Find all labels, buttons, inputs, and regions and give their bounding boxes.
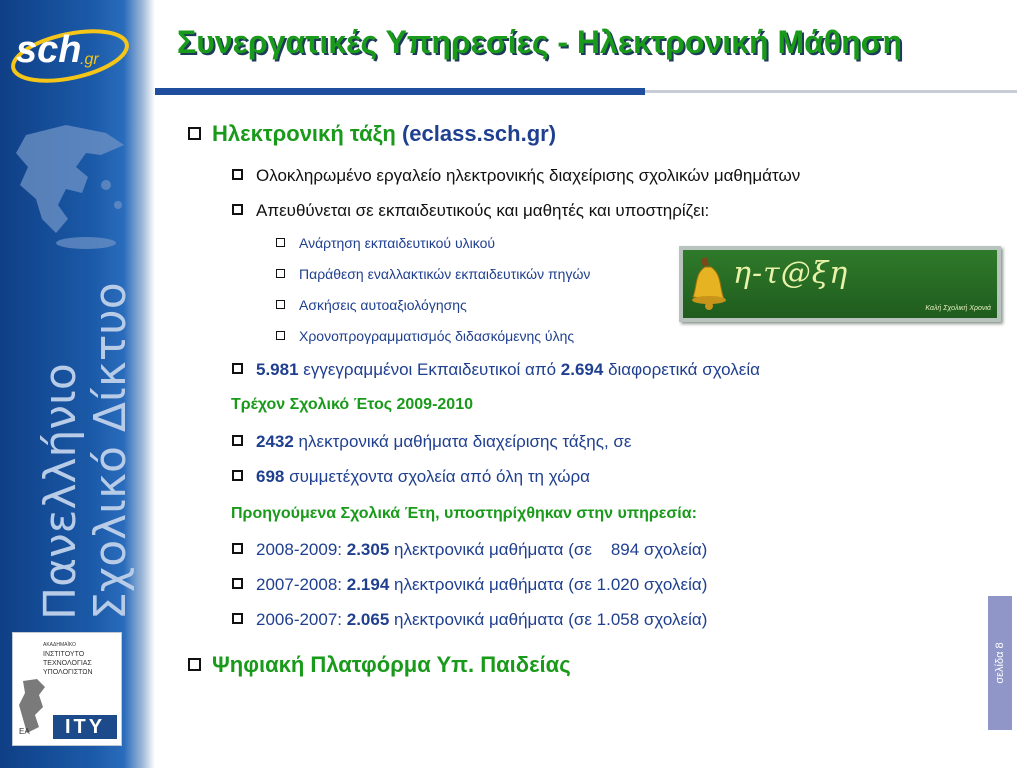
list-item-number: 698 [256, 467, 285, 486]
sub-list-item [276, 297, 467, 313]
square-bullet-icon [232, 543, 243, 554]
square-bullet-icon [276, 238, 285, 247]
square-bullet-icon [232, 435, 243, 446]
digital-platform-label: Ψηφιακή Πλατφόρμα Υπ. Παιδείας [212, 652, 571, 677]
list-item-number: 2.305 [346, 540, 390, 559]
list-item [232, 201, 709, 221]
sidebar [0, 0, 155, 768]
list-item [232, 467, 590, 487]
list-item-text: Ολοκληρωμένο εργαλείο ηλεκτρονικής διαχείρισης σχολικών μαθημάτων [256, 166, 801, 185]
square-bullet-icon [232, 578, 243, 589]
list-item-text: ηλεκτρονικά μαθήματα (σε 894 σχολεία) [389, 540, 708, 559]
list-item-text: ηλεκτρονικά μαθήματα διαχείρισης τάξης, σε [293, 432, 632, 451]
bell-icon [691, 253, 733, 315]
square-bullet-icon [276, 269, 285, 278]
ity-acronym: ΙΤΥ [53, 715, 117, 739]
page-number: σελίδα 8 [994, 642, 1006, 684]
teachers-count: 5.981 [256, 360, 299, 379]
list-item [232, 575, 707, 595]
teachers-text-2: διαφορετικά σχολεία [603, 360, 760, 379]
square-bullet-icon [232, 204, 243, 215]
schools-count: 2.694 [560, 360, 604, 379]
previous-years-heading: Προηγούμενα Σχολικά Έτη, υποστηρίχθηκαν στην υπηρεσία: [231, 505, 697, 522]
list-item [232, 432, 631, 452]
ity-institute-name [43, 641, 119, 677]
greece-map-icon [6, 115, 136, 255]
list-item [232, 166, 800, 186]
square-bullet-icon [232, 613, 243, 624]
banner-caption: Καλή Σχολική Χρονιά [925, 305, 991, 312]
sub-list-item [276, 266, 590, 282]
current-year-heading: Τρέχον Σχολικό Έτος 2009-2010 [231, 396, 473, 413]
list-item-teachers [232, 360, 760, 380]
list-item-text: Απευθύνεται σε εκπαιδευτικούς και μαθητές και υποστηρίζει: [256, 201, 710, 220]
sidebar-line-2: Σχολικό Δίκτυο [85, 282, 136, 620]
ity-line-0: ΑΚΑΔΗΜΑΪΚΟ [43, 642, 76, 648]
square-bullet-icon [188, 658, 201, 671]
list-item [232, 540, 707, 560]
sub-list-item-text: Παράθεση εναλλακτικών εκπαιδευτικών πηγών [299, 266, 591, 282]
e-taxi-banner [679, 246, 1001, 322]
list-item-number: 2.065 [346, 610, 390, 629]
sub-list-item [276, 235, 495, 251]
list-item-text: συμμετέχοντα σχολεία από όλη τη χώρα [284, 467, 590, 486]
list-item-year: 2006-2007: [256, 610, 347, 629]
square-bullet-icon [276, 300, 285, 309]
square-bullet-icon [232, 169, 243, 180]
square-bullet-icon [232, 470, 243, 481]
sub-list-item-text: Ανάρτηση εκπαιδευτικού υλικού [299, 235, 496, 251]
list-item-text: ηλεκτρονικά μαθήματα (σε 1.058 σχολεία) [389, 610, 708, 629]
sidebar-vertical-title [35, 282, 136, 620]
teachers-text-1: εγγεγραμμένοι Εκπαιδευτικοί από [298, 360, 561, 379]
banner-board [683, 250, 997, 318]
sub-list-item-text: Ασκήσεις αυτοαξιολόγησης [299, 297, 467, 313]
ity-logo [12, 632, 122, 746]
logo-text: sch [16, 29, 82, 71]
ity-line-1: ΙΝΣΤΙΤΟΥΤΟ [43, 651, 85, 658]
square-bullet-icon [276, 331, 285, 340]
sch-logo [8, 18, 133, 88]
sub-list-item-text: Χρονοπρογραμματισμός διδασκόμενης ύλης [299, 328, 575, 344]
list-item [232, 610, 707, 630]
page-title: Συνεργατικές Υπηρεσίες - Ηλεκτρονική Μάθηση [177, 24, 903, 60]
list-item-text: ηλεκτρονικά μαθήματα (σε 1.020 σχολεία) [389, 575, 708, 594]
ity-line-2: ΤΕΧΝΟΛΟΓΙΑΣ [43, 660, 92, 667]
eclass-url: (eclass.sch.gr) [401, 121, 557, 146]
banner-word: η-τ@ξη [733, 256, 849, 291]
ity-ea: ΕΑ [19, 727, 30, 736]
bullet-digital-platform [188, 652, 571, 678]
eclass-label: Ηλεκτρονική τάξη [212, 121, 396, 146]
square-bullet-icon [188, 127, 201, 140]
square-bullet-icon [232, 363, 243, 374]
page-number-box [988, 596, 1012, 730]
sidebar-line-1: Πανελλήνιο [35, 363, 86, 620]
list-item-number: 2432 [256, 432, 294, 451]
title-underline [155, 88, 645, 95]
list-item-year: 2008-2009: [256, 540, 347, 559]
ity-line-3: ΥΠΟΛΟΓΙΣΤΩΝ [43, 669, 93, 676]
bullet-eclass [188, 121, 556, 147]
sub-list-item [276, 328, 574, 344]
list-item-year: 2007-2008: [256, 575, 347, 594]
title-underline-gray [645, 90, 1017, 93]
logo-suffix: .gr [80, 51, 99, 68]
list-item-number: 2.194 [346, 575, 390, 594]
